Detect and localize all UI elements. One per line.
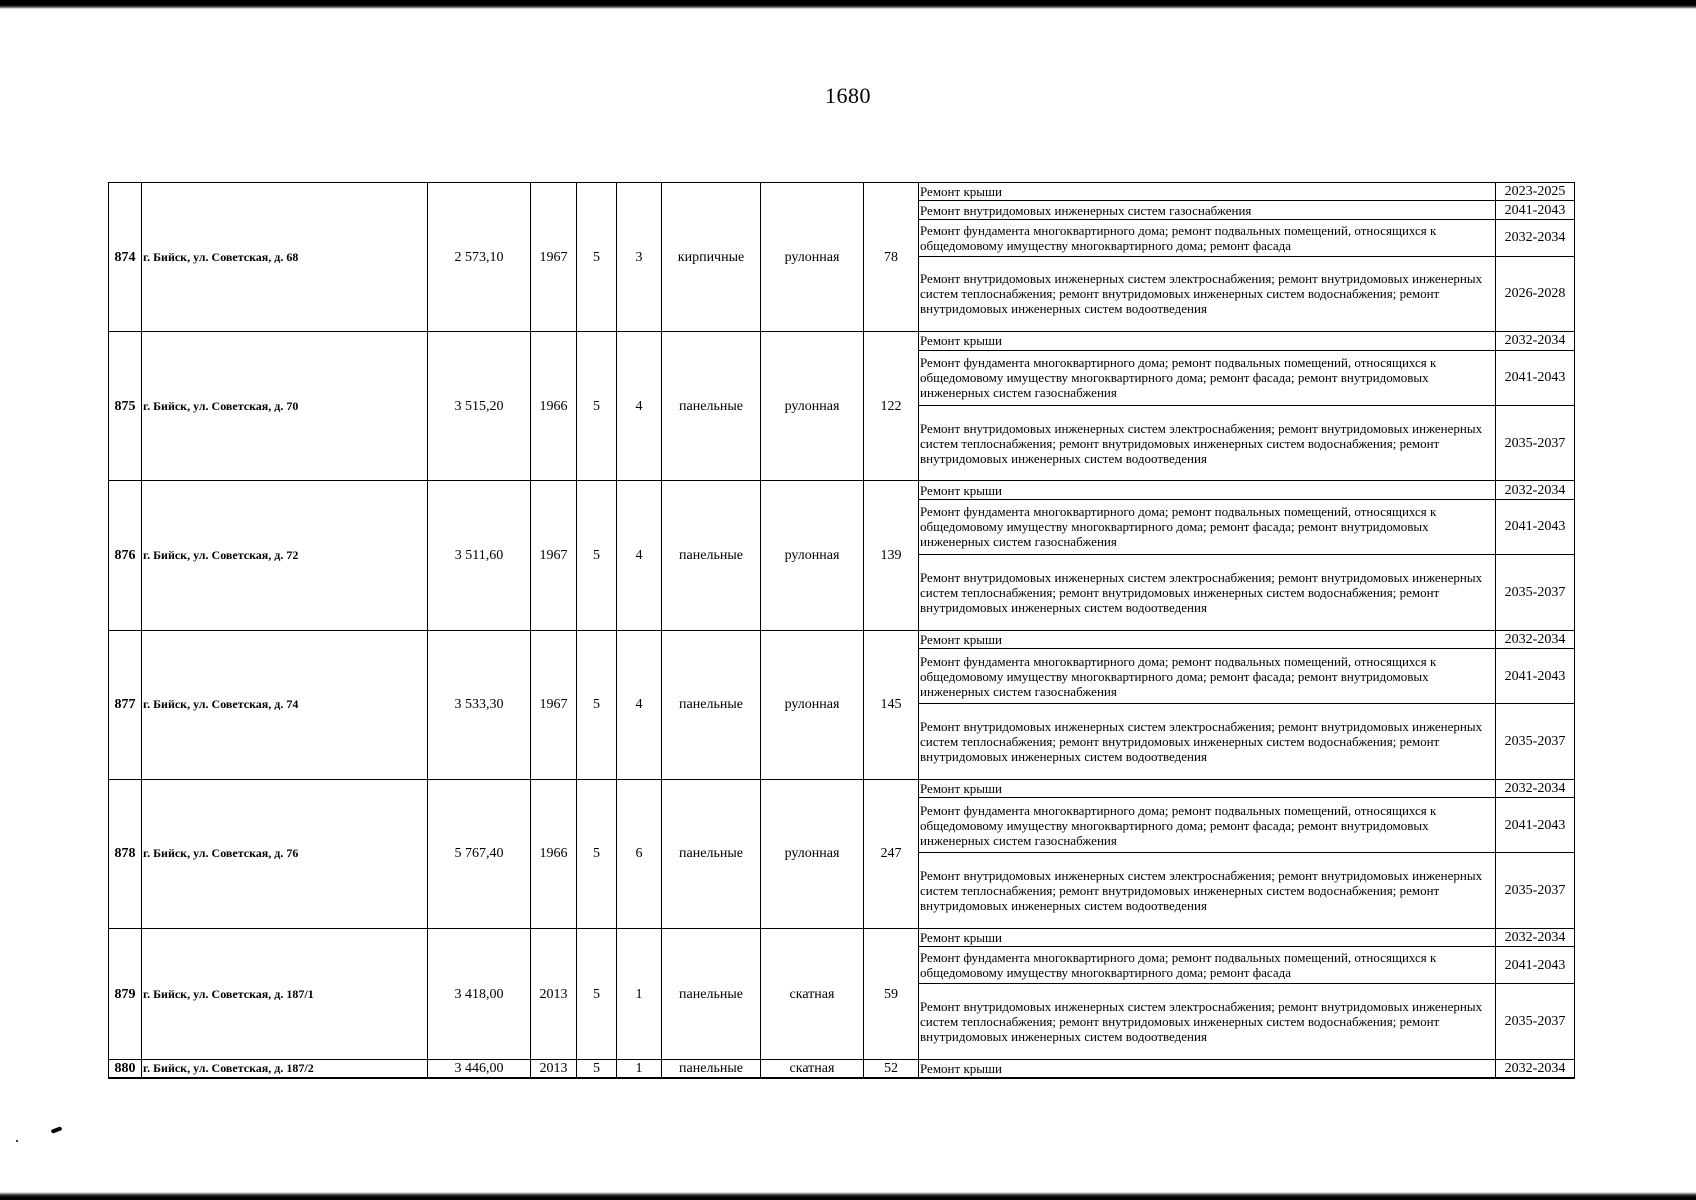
record-number: 876 xyxy=(109,481,142,630)
address-cell: г. Бийск, ул. Советская, д. 187/2 xyxy=(142,1059,428,1078)
roof-cell: рулонная xyxy=(761,332,864,481)
year-cell: 1967 xyxy=(531,481,577,630)
year-cell: 1966 xyxy=(531,779,577,928)
period-cell: 2041-2043 xyxy=(1496,649,1575,704)
work-type-cell: Ремонт внутридомовых инженерных систем электроснабжения; ремонт внутридомовых инженерных систем теплоснабжения; ремонт внутридомовых инженерных систем водоснабжения; ремонт внутридомовых инженерных систем водоотведения xyxy=(919,555,1496,631)
residents-cell: 247 xyxy=(864,779,919,928)
period-cell: 2032-2034 xyxy=(1496,1059,1575,1078)
area-cell: 5 767,40 xyxy=(428,779,531,928)
area-cell: 3 446,00 xyxy=(428,1059,531,1078)
period-cell: 2041-2043 xyxy=(1496,798,1575,853)
year-cell: 1967 xyxy=(531,183,577,332)
floors-cell: 5 xyxy=(577,1059,617,1078)
roof-cell: скатная xyxy=(761,1059,864,1078)
scan-bottom-edge xyxy=(0,1192,1696,1200)
residents-cell: 122 xyxy=(864,332,919,481)
work-type-cell: Ремонт фундамента многоквартирного дома; ремонт подвальных помещений, относящихся к общедомовому имуществу многоквартирного дома; ремонт фасада; ремонт внутридомовых инженерных систем газоснабжения xyxy=(919,649,1496,704)
work-type-cell: Ремонт фундамента многоквартирного дома; ремонт подвальных помещений, относящихся к общедомовому имуществу многоквартирного дома; ремонт фасада; ремонт внутридомовых инженерных систем газоснабжения xyxy=(919,798,1496,853)
work-type-cell: Ремонт крыши xyxy=(919,630,1496,648)
work-type-cell: Ремонт крыши xyxy=(919,929,1496,947)
work-type-cell: Ремонт внутридомовых инженерных систем электроснабжения; ремонт внутридомовых инженерных систем теплоснабжения; ремонт внутридомовых инженерных систем водоснабжения; ремонт внутридомовых инженерных систем водоотведения xyxy=(919,256,1496,332)
floors-cell: 5 xyxy=(577,630,617,779)
period-cell: 2032-2034 xyxy=(1496,779,1575,797)
address-cell: г. Бийск, ул. Советская, д. 187/1 xyxy=(142,929,428,1060)
work-type-cell: Ремонт крыши xyxy=(919,332,1496,350)
period-cell: 2035-2037 xyxy=(1496,984,1575,1060)
floors-cell: 5 xyxy=(577,779,617,928)
period-cell: 2041-2043 xyxy=(1496,350,1575,405)
period-cell: 2035-2037 xyxy=(1496,853,1575,929)
entrances-cell: 1 xyxy=(617,1059,662,1078)
address-cell: г. Бийск, ул. Советская, д. 70 xyxy=(142,332,428,481)
address-cell: г. Бийск, ул. Советская, д. 74 xyxy=(142,630,428,779)
area-cell: 2 573,10 xyxy=(428,183,531,332)
table-body xyxy=(109,183,1575,1079)
residents-cell: 52 xyxy=(864,1059,919,1078)
scan-speck xyxy=(51,1126,63,1134)
period-cell: 2035-2037 xyxy=(1496,704,1575,780)
period-cell: 2023-2025 xyxy=(1496,183,1575,201)
record-number: 878 xyxy=(109,779,142,928)
entrances-cell: 1 xyxy=(617,929,662,1060)
entrances-cell: 4 xyxy=(617,332,662,481)
record-number: 874 xyxy=(109,183,142,332)
roof-cell: скатная xyxy=(761,929,864,1060)
work-type-cell: Ремонт крыши xyxy=(919,481,1496,499)
entrances-cell: 4 xyxy=(617,481,662,630)
address-cell: г. Бийск, ул. Советская, д. 72 xyxy=(142,481,428,630)
roof-cell: рулонная xyxy=(761,183,864,332)
table-row xyxy=(109,630,1575,648)
year-cell: 1967 xyxy=(531,630,577,779)
work-type-cell: Ремонт внутридомовых инженерных систем электроснабжения; ремонт внутридомовых инженерных систем теплоснабжения; ремонт внутридомовых инженерных систем водоснабжения; ремонт внутридомовых инженерных систем водоотведения xyxy=(919,984,1496,1060)
table-row xyxy=(109,1059,1575,1078)
residents-cell: 59 xyxy=(864,929,919,1060)
area-cell: 3 533,30 xyxy=(428,630,531,779)
period-cell: 2026-2028 xyxy=(1496,256,1575,332)
housing-repair-table xyxy=(108,182,1575,1079)
address-cell: г. Бийск, ул. Советская, д. 76 xyxy=(142,779,428,928)
work-type-cell: Ремонт крыши xyxy=(919,183,1496,201)
residents-cell: 139 xyxy=(864,481,919,630)
record-number: 880 xyxy=(109,1059,142,1078)
year-cell: 1966 xyxy=(531,332,577,481)
walls-cell: панельные xyxy=(662,332,761,481)
period-cell: 2032-2034 xyxy=(1496,929,1575,947)
page-number: 1680 xyxy=(825,83,871,108)
entrances-cell: 6 xyxy=(617,779,662,928)
table-row xyxy=(109,332,1575,350)
table-row xyxy=(109,183,1575,201)
work-type-cell: Ремонт фундамента многоквартирного дома; ремонт подвальных помещений, относящихся к общедомовому имуществу многоквартирного дома; ремонт фасада xyxy=(919,219,1496,256)
record-number: 875 xyxy=(109,332,142,481)
area-cell: 3 511,60 xyxy=(428,481,531,630)
record-number: 879 xyxy=(109,929,142,1060)
table-row xyxy=(109,929,1575,947)
roof-cell: рулонная xyxy=(761,481,864,630)
entrances-cell: 4 xyxy=(617,630,662,779)
year-cell: 2013 xyxy=(531,929,577,1060)
table-row xyxy=(109,779,1575,797)
period-cell: 2032-2034 xyxy=(1496,481,1575,499)
year-cell: 2013 xyxy=(531,1059,577,1078)
work-type-cell: Ремонт внутридомовых инженерных систем электроснабжения; ремонт внутридомовых инженерных систем теплоснабжения; ремонт внутридомовых инженерных систем водоснабжения; ремонт внутридомовых инженерных систем водоотведения xyxy=(919,853,1496,929)
work-type-cell: Ремонт крыши xyxy=(919,779,1496,797)
work-type-cell: Ремонт внутридомовых инженерных систем электроснабжения; ремонт внутридомовых инженерных систем теплоснабжения; ремонт внутридомовых инженерных систем водоснабжения; ремонт внутридомовых инженерных систем водоотведения xyxy=(919,704,1496,780)
walls-cell: панельные xyxy=(662,630,761,779)
period-cell: 2041-2043 xyxy=(1496,947,1575,984)
walls-cell: панельные xyxy=(662,481,761,630)
floors-cell: 5 xyxy=(577,481,617,630)
period-cell: 2032-2034 xyxy=(1496,630,1575,648)
address-cell: г. Бийск, ул. Советская, д. 68 xyxy=(142,183,428,332)
period-cell: 2032-2034 xyxy=(1496,219,1575,256)
record-number: 877 xyxy=(109,630,142,779)
work-type-cell: Ремонт крыши xyxy=(919,1059,1496,1078)
table-row xyxy=(109,481,1575,499)
floors-cell: 5 xyxy=(577,183,617,332)
walls-cell: панельные xyxy=(662,1059,761,1078)
residents-cell: 78 xyxy=(864,183,919,332)
floors-cell: 5 xyxy=(577,929,617,1060)
period-cell: 2032-2034 xyxy=(1496,332,1575,350)
area-cell: 3 515,20 xyxy=(428,332,531,481)
area-cell: 3 418,00 xyxy=(428,929,531,1060)
work-type-cell: Ремонт фундамента многоквартирного дома; ремонт подвальных помещений, относящихся к общедомовому имуществу многоквартирного дома; ремонт фасада; ремонт внутридомовых инженерных систем газоснабжения xyxy=(919,350,1496,405)
roof-cell: рулонная xyxy=(761,630,864,779)
work-type-cell: Ремонт фундамента многоквартирного дома; ремонт подвальных помещений, относящихся к общедомовому имуществу многоквартирного дома; ремонт фасада; ремонт внутридомовых инженерных систем газоснабжения xyxy=(919,499,1496,554)
walls-cell: панельные xyxy=(662,779,761,928)
walls-cell: панельные xyxy=(662,929,761,1060)
period-cell: 2041-2043 xyxy=(1496,499,1575,554)
roof-cell: рулонная xyxy=(761,779,864,928)
residents-cell: 145 xyxy=(864,630,919,779)
period-cell: 2035-2037 xyxy=(1496,555,1575,631)
floors-cell: 5 xyxy=(577,332,617,481)
scan-top-edge xyxy=(0,0,1696,9)
work-type-cell: Ремонт фундамента многоквартирного дома; ремонт подвальных помещений, относящихся к общедомовому имуществу многоквартирного дома; ремонт фасада xyxy=(919,947,1496,984)
period-cell: 2035-2037 xyxy=(1496,405,1575,481)
work-type-cell: Ремонт внутридомовых инженерных систем газоснабжения xyxy=(919,201,1496,219)
walls-cell: кирпичные xyxy=(662,183,761,332)
work-type-cell: Ремонт внутридомовых инженерных систем электроснабжения; ремонт внутридомовых инженерных систем теплоснабжения; ремонт внутридомовых инженерных систем водоснабжения; ремонт внутридомовых инженерных систем водоотведения xyxy=(919,405,1496,481)
period-cell: 2041-2043 xyxy=(1496,201,1575,219)
scan-dot xyxy=(16,1140,18,1142)
entrances-cell: 3 xyxy=(617,183,662,332)
